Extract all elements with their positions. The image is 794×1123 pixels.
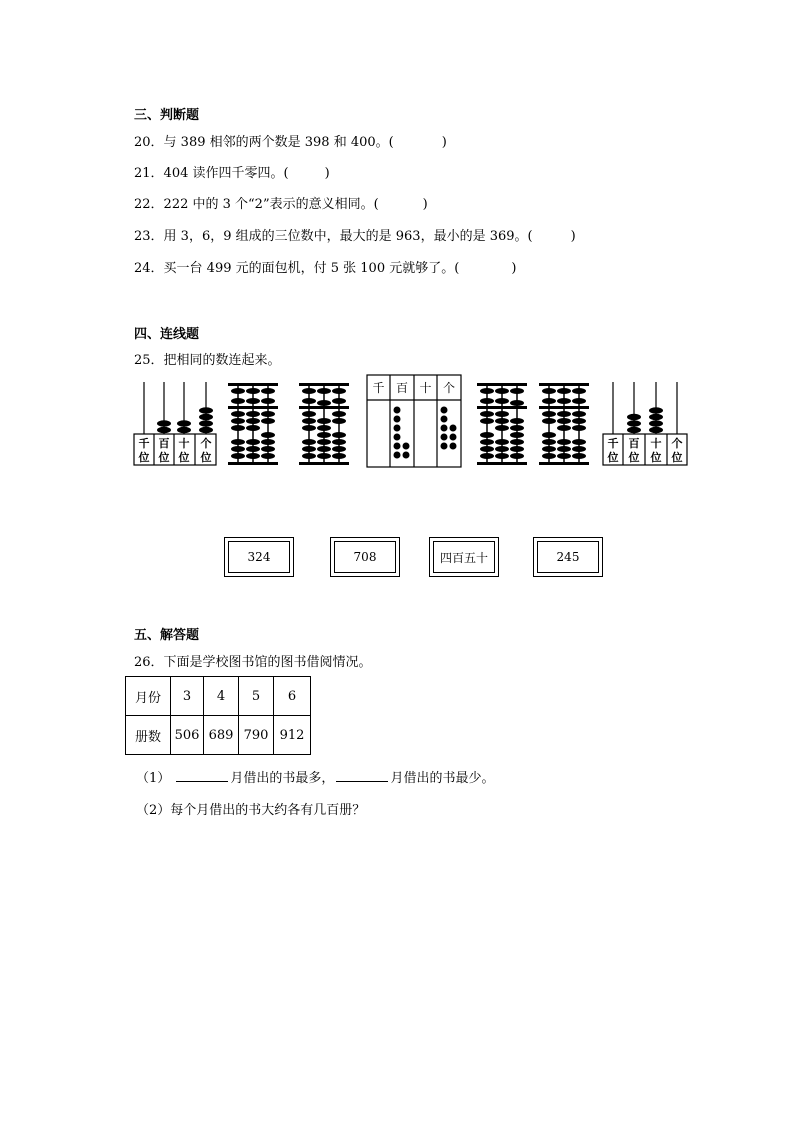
answer-box-1-label: 324 (228, 541, 290, 573)
label-bai: 百 (628, 437, 640, 450)
table-row (126, 716, 311, 755)
sub-question-1 (136, 767, 494, 786)
question-20-paren-close: ) (441, 135, 447, 150)
section-5-heading: 五、解答题 (134, 628, 200, 643)
label-wei: 位 (200, 451, 212, 464)
label-wei: 位 (607, 451, 619, 464)
question-21-text: 21．404 读作四千零四。( (134, 166, 289, 181)
question-25: 25．把相同的数连起来。 (134, 353, 281, 368)
table-cell: 506 (171, 716, 204, 755)
counting-frame-1 (133, 380, 217, 466)
question-26: 26．下面是学校图书馆的图书借阅情况。 (134, 655, 372, 670)
chart-header-ge: 个 (442, 381, 456, 395)
question-23-text: 23．用 3，6，9 组成的三位数中，最大的是 963，最小的是 369。( (134, 229, 533, 244)
counting-frame-2 (602, 380, 688, 466)
label-ge: 个 (671, 437, 683, 450)
label-wei: 位 (158, 451, 170, 464)
question-21 (134, 162, 330, 181)
question-22 (134, 193, 428, 212)
table-cell: 689 (204, 716, 239, 755)
answer-box-3-label: 四百五十 (433, 541, 495, 573)
table-cell: 5 (239, 677, 274, 716)
section-3-heading: 三、判断题 (134, 108, 200, 123)
answer-box-1[interactable] (224, 537, 294, 577)
sub-question-1-number: （1） (136, 771, 171, 786)
answer-box-3[interactable] (429, 537, 499, 577)
label-qian: 千 (138, 437, 150, 450)
label-wei: 位 (178, 451, 190, 464)
label-ge: 个 (200, 437, 212, 450)
question-24-text: 24．买一台 499 元的面包机，付 5 张 100 元就够了。( (134, 261, 460, 276)
chart-header-qian: 千 (372, 381, 385, 395)
question-22-text: 22．222 中的 3 个“2”表示的意义相同。( (134, 197, 379, 212)
label-wei: 位 (671, 451, 683, 464)
place-value-chart (366, 374, 462, 468)
sub-question-2: （2）每个月借出的书大约各有几百册？ (136, 803, 366, 818)
label-shi: 十 (650, 437, 662, 450)
table-cell: 月份 (126, 677, 171, 716)
label-bai: 百 (158, 437, 170, 450)
abacus-2 (299, 383, 349, 467)
label-wei: 位 (650, 451, 662, 464)
chart-header-bai: 百 (395, 381, 409, 395)
question-24-paren-close: ) (511, 261, 517, 276)
answer-box-4[interactable] (533, 537, 603, 577)
answer-box-4-label: 245 (537, 541, 599, 573)
sub-question-1-mid: 月借出的书最多， (230, 771, 335, 786)
chart-header-shi: 十 (419, 381, 432, 395)
label-wei: 位 (628, 451, 640, 464)
table-row (126, 677, 311, 716)
library-table (125, 676, 311, 755)
abacus-3 (477, 383, 527, 467)
question-24 (134, 257, 516, 276)
question-23-paren-close: ) (570, 229, 576, 244)
sub-question-1-end: 月借出的书最少。 (390, 771, 495, 786)
abacus-4 (539, 383, 589, 467)
table-cell: 6 (274, 677, 311, 716)
question-20-text: 20．与 389 相邻的两个数是 398 和 400。( (134, 135, 394, 150)
question-20 (134, 131, 447, 150)
label-shi: 十 (178, 437, 190, 450)
label-wei: 位 (138, 451, 150, 464)
table-cell: 册数 (126, 716, 171, 755)
section-4-heading: 四、连线题 (134, 327, 200, 342)
table-cell: 4 (204, 677, 239, 716)
table-cell: 790 (239, 716, 274, 755)
answer-box-2[interactable] (330, 537, 400, 577)
question-22-paren-close: ) (422, 197, 428, 212)
abacus-1 (228, 383, 278, 467)
table-cell: 3 (171, 677, 204, 716)
answer-blank-most[interactable] (176, 769, 228, 782)
answer-box-2-label: 708 (334, 541, 396, 573)
question-23 (134, 225, 576, 244)
answer-blank-least[interactable] (336, 769, 388, 782)
question-21-paren-close: ) (324, 166, 330, 181)
label-qian: 千 (607, 437, 619, 450)
table-cell: 912 (274, 716, 311, 755)
